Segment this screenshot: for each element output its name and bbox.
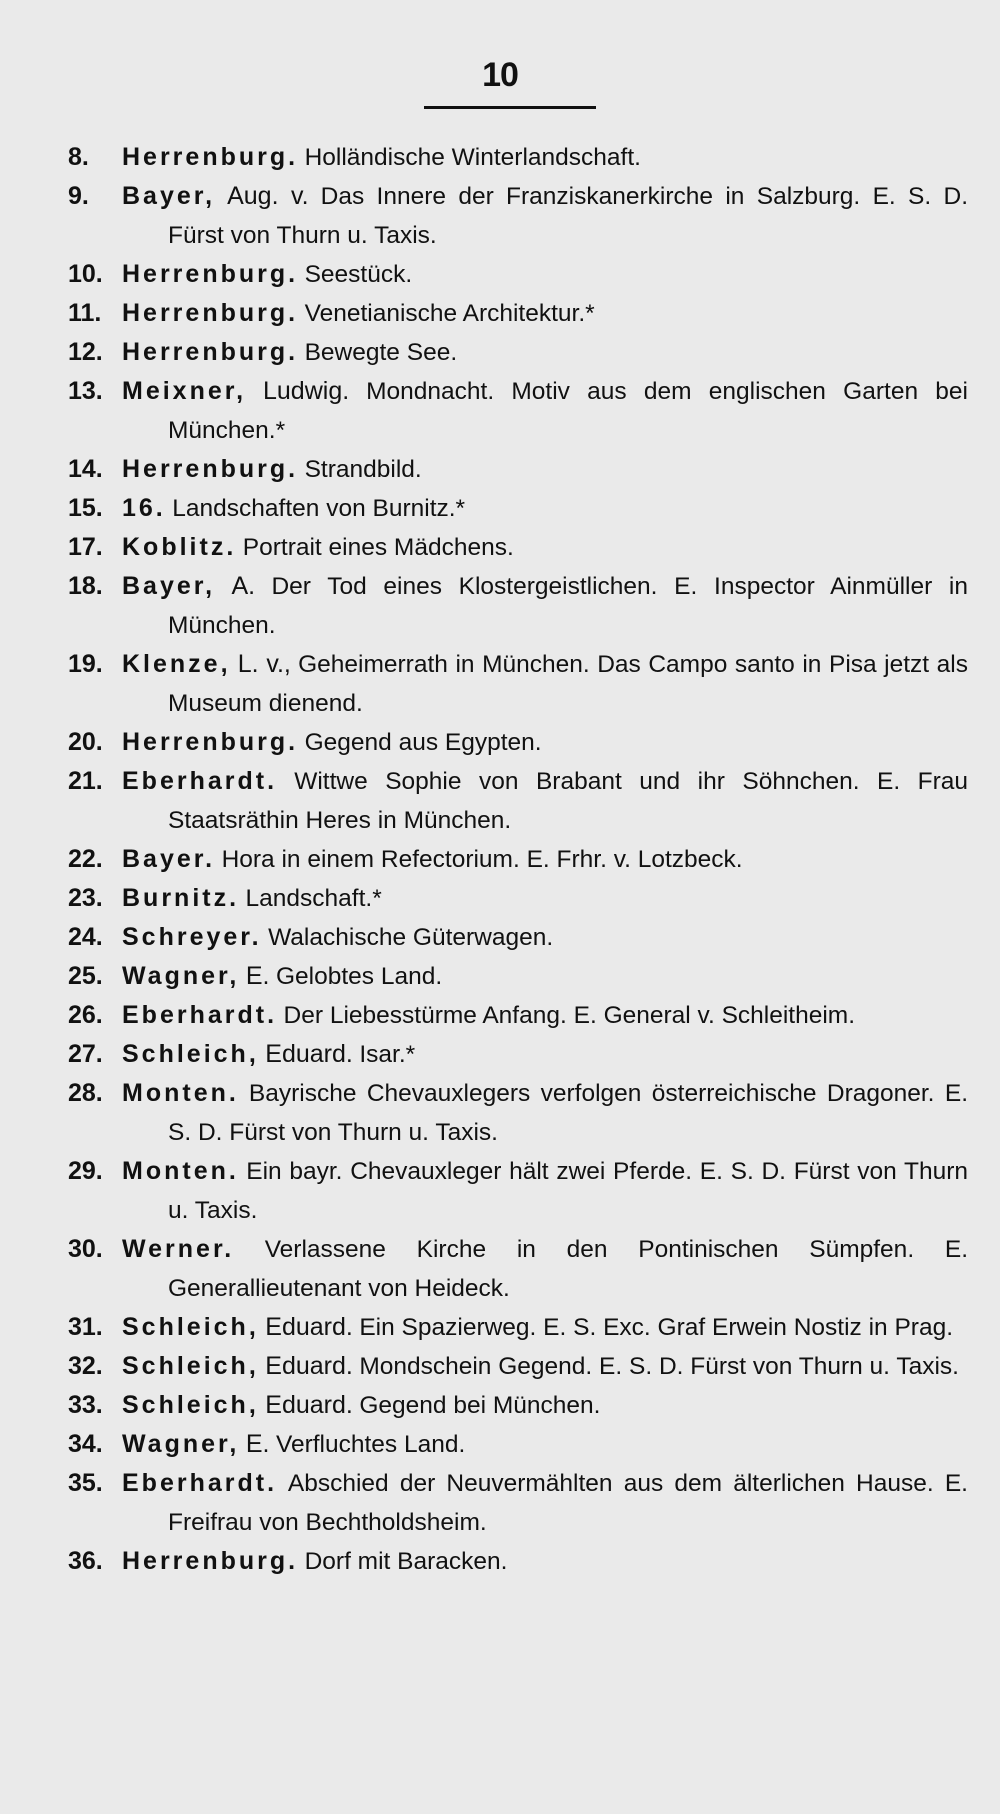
entry-artist: Wagner, <box>122 962 240 990</box>
entry-number: 23. <box>68 884 103 912</box>
entry-artist: Schreyer. <box>122 923 262 951</box>
catalog-entry <box>68 567 968 645</box>
entry-artist-given-name: E. <box>245 962 270 990</box>
entry-artist: Wagner, <box>122 1430 240 1458</box>
catalog-entry <box>68 1425 968 1464</box>
catalog-entry <box>68 528 968 567</box>
catalog-entry <box>68 489 968 528</box>
entry-artist: Herrenburg. <box>122 299 299 327</box>
entry-artist-given-name: Eduard. <box>265 1391 353 1419</box>
entry-number: 26. <box>68 1001 103 1029</box>
catalog-entry <box>68 840 968 879</box>
entry-artist: Bayer, <box>122 572 216 600</box>
entry-artist-given-name: L. v., <box>237 650 291 678</box>
entry-artist-given-name: Aug. v. <box>227 182 309 210</box>
entry-description: Seestück. <box>304 261 413 288</box>
entry-artist: Herrenburg. <box>122 1547 299 1575</box>
entry-description: Venetianische Architektur.* <box>304 300 595 327</box>
catalog-entry <box>68 996 968 1035</box>
catalog-entry <box>68 723 968 762</box>
entry-artist: Herrenburg. <box>122 338 299 366</box>
catalog-entry <box>68 1542 968 1581</box>
entry-description: Landschaft.* <box>245 885 382 912</box>
entry-description: Ein Spazierweg. E. S. Exc. Graf Erwein Nostiz in Prag. <box>359 1314 953 1341</box>
entry-artist: Herrenburg. <box>122 260 299 288</box>
entry-description: Verfluchtes Land. <box>275 1431 466 1458</box>
entry-number: 28. <box>68 1079 103 1107</box>
entry-description: Hora in einem Refectorium. E. Frhr. v. Lotzbeck. <box>221 846 743 873</box>
entry-description: Bewegte See. <box>304 339 458 366</box>
entry-number: 14. <box>68 455 103 483</box>
entry-description: Isar.* <box>359 1041 416 1068</box>
entry-number: 35. <box>68 1469 103 1497</box>
entry-artist: Werner. <box>122 1235 235 1263</box>
catalog-entry <box>68 177 968 255</box>
entry-description: Abschied der Neuvermählten aus dem älterlichen Hause. E. Freifrau von Bechtholdsheim. <box>168 1470 968 1536</box>
entry-artist: Schleich, <box>122 1313 259 1341</box>
entry-number: 8. <box>68 143 89 171</box>
catalog-entry <box>68 1035 968 1074</box>
entry-description: Das Innere der Franziskanerkirche in Salzburg. E. S. D. Fürst von Thurn u. Taxis. <box>168 183 969 249</box>
entry-description: Mondnacht. Motiv aus dem englischen Garten bei München.* <box>168 378 968 444</box>
entry-number: 34. <box>68 1430 103 1458</box>
entry-description: Walachische Güterwagen. <box>268 924 554 951</box>
entry-number: 13. <box>68 377 103 405</box>
entry-artist: Herrenburg. <box>122 455 299 483</box>
entry-number: 10. <box>68 260 103 288</box>
entry-number: 32. <box>68 1352 103 1380</box>
entry-description: Verlassene Kirche in den Pontinischen Sümpfen. E. Generallieutenant von Heideck. <box>168 1236 969 1302</box>
entry-number: 9. <box>68 182 89 210</box>
entry-description: Gegend aus Egypten. <box>304 729 542 756</box>
entry-description: Geheimerrath in München. Das Campo santo in Pisa jetzt als Museum dienend. <box>168 651 968 717</box>
entry-number: 29. <box>68 1157 103 1185</box>
entry-number: 20. <box>68 728 103 756</box>
entry-artist-given-name: Eduard. <box>265 1040 353 1068</box>
entry-number: 18. <box>68 572 103 600</box>
catalog-entry <box>68 138 968 177</box>
entry-artist: Klenze, <box>122 650 231 678</box>
entry-description: Gelobtes Land. <box>275 963 443 990</box>
entry-artist: Herrenburg. <box>122 728 299 756</box>
entry-description: Bayrische Chevauxlegers verfolgen österreichische Dragoner. E. S. D. Fürst von Thurn u. Taxis. <box>168 1080 969 1146</box>
catalog-entries <box>68 138 968 1581</box>
entry-artist: 16. <box>122 494 166 522</box>
entry-artist: Bayer, <box>122 182 216 210</box>
entry-artist: Eberhardt. <box>122 1001 278 1029</box>
entry-artist: Schleich, <box>122 1040 259 1068</box>
catalog-entry <box>68 333 968 372</box>
catalog-entry <box>68 1152 968 1230</box>
entry-description: Landschaften von Burnitz.* <box>172 495 466 522</box>
entry-description: Dorf mit Baracken. <box>304 1548 508 1575</box>
entry-number: 33. <box>68 1391 103 1419</box>
entry-artist: Eberhardt. <box>122 1469 278 1497</box>
entry-number: 25. <box>68 962 103 990</box>
entry-description: Strandbild. <box>304 456 422 483</box>
entry-artist: Schleich, <box>122 1352 259 1380</box>
entry-artist: Meixner, <box>122 377 247 405</box>
entry-description: Ein bayr. Chevauxleger hält zwei Pferde. E. S. D. Fürst von Thurn u. Taxis. <box>168 1158 969 1224</box>
entry-number: 30. <box>68 1235 103 1263</box>
entry-description: Wittwe Sophie von Brabant und ihr Söhnchen. E. Frau Staatsräthin Heres in München. <box>168 768 968 834</box>
catalog-entry <box>68 645 968 723</box>
entry-artist-given-name: Ludwig. <box>263 377 350 405</box>
entry-artist: Koblitz. <box>122 533 237 561</box>
catalog-entry <box>68 1074 968 1152</box>
catalog-entry <box>68 450 968 489</box>
entry-description: Der Liebesstürme Anfang. E. General v. Schleitheim. <box>283 1002 856 1029</box>
entry-artist-given-name: E. <box>245 1430 270 1458</box>
entry-number: 31. <box>68 1313 103 1341</box>
catalog-entry <box>68 372 968 450</box>
entry-number: 27. <box>68 1040 103 1068</box>
catalog-entry <box>68 879 968 918</box>
entry-number: 12. <box>68 338 103 366</box>
entry-number: 11. <box>68 299 102 327</box>
entry-description: Der Tod eines Klostergeistlichen. E. Inspector Ainmüller in München. <box>168 573 969 639</box>
entry-artist: Schleich, <box>122 1391 259 1419</box>
entry-description: Portrait eines Mädchens. <box>242 534 514 561</box>
entry-artist: Monten. <box>122 1157 239 1185</box>
entry-number: 21. <box>68 767 103 795</box>
entry-artist-given-name: A. <box>231 572 256 600</box>
catalog-entry <box>68 1347 968 1386</box>
entry-number: 15. <box>68 494 103 522</box>
entry-description: Mondschein Gegend. E. S. D. Fürst von Thurn u. Taxis. <box>359 1353 959 1380</box>
entry-artist: Monten. <box>122 1079 239 1107</box>
entry-artist: Herrenburg. <box>122 143 299 171</box>
entry-number: 36. <box>68 1547 103 1575</box>
entry-artist: Bayer. <box>122 845 216 873</box>
catalog-entry <box>68 255 968 294</box>
catalog-entry <box>68 957 968 996</box>
entry-number: 19. <box>68 650 103 678</box>
entry-number: 22. <box>68 845 103 873</box>
catalog-entry <box>68 294 968 333</box>
entry-artist: Burnitz. <box>122 884 240 912</box>
catalog-entry <box>68 1308 968 1347</box>
catalog-entry <box>68 1386 968 1425</box>
catalog-entry <box>68 1230 968 1308</box>
page-number: 10 <box>482 56 518 94</box>
header-rule <box>424 106 596 109</box>
catalog-entry <box>68 918 968 957</box>
entry-number: 24. <box>68 923 103 951</box>
catalog-entry <box>68 762 968 840</box>
entry-number: 17. <box>68 533 103 561</box>
entry-description: Gegend bei München. <box>359 1392 601 1419</box>
entry-artist-given-name: Eduard. <box>265 1313 353 1341</box>
entry-description: Holländische Winterlandschaft. <box>304 144 641 171</box>
entry-artist-given-name: Eduard. <box>265 1352 353 1380</box>
catalog-entry <box>68 1464 968 1542</box>
entry-artist: Eberhardt. <box>122 767 278 795</box>
